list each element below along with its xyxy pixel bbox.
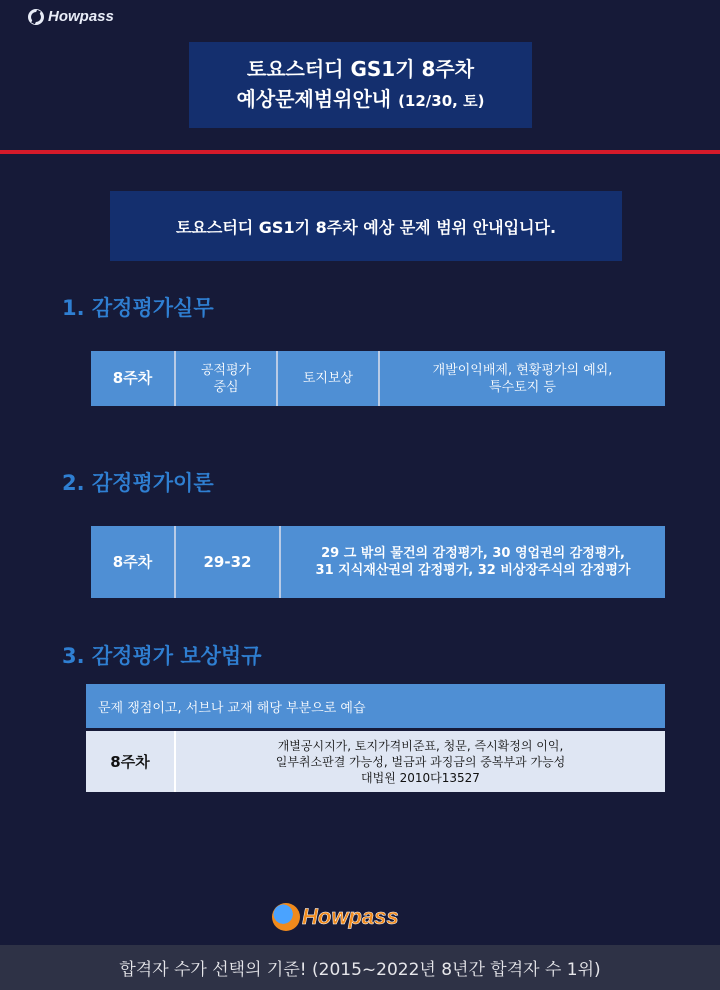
section-2-title: 2. 감정평가이론 — [62, 471, 214, 495]
title-banner — [189, 42, 532, 128]
section-2-table — [91, 526, 665, 598]
section-3-description — [176, 731, 665, 792]
section-1-table — [91, 351, 665, 406]
footer-banner: 합격자 수가 선택의 기준! (2015~2022년 8년간 합격자 수 1위) — [0, 945, 720, 990]
table-row — [91, 351, 665, 406]
section-3-row — [86, 731, 665, 792]
red-divider — [0, 150, 720, 154]
table-cell: 29-32 — [175, 526, 280, 598]
logo-text: Howpass — [302, 904, 399, 929]
week-cell: 8주차 — [91, 526, 175, 598]
table-cell: 공적평가 중심 — [175, 351, 277, 406]
logo-mark-icon — [272, 903, 300, 931]
table-cell: 개발이익배제, 현황평가의 예외, 특수토지 등 — [432, 362, 613, 395]
table-cell: 토지보상 — [277, 351, 379, 406]
description-line: 개별공시지가, 토지가격비준표, 청문, 즉시확정의 이익, — [277, 738, 564, 753]
table-row — [91, 526, 665, 598]
logo-text: Howpass — [48, 8, 114, 25]
title-date: (12/30, 토) — [398, 92, 485, 110]
description-line: 일부취소판결 가능성, 벌금과 과징금의 중복부과 가능성 — [275, 754, 566, 769]
howpass-logo-bottom — [272, 903, 399, 931]
week-cell: 8주차 — [91, 351, 175, 406]
week-cell: 8주차 — [86, 731, 176, 792]
title-line-2-main: 예상문제범위안내 — [236, 87, 392, 111]
title-line-1: 토요스터디 GS1기 8주차 — [246, 57, 475, 81]
section-3-header: 문제 쟁점이고, 서브나 교재 해당 부분으로 예습 — [86, 684, 665, 728]
description-line: 대법원 2010다13527 — [361, 770, 480, 785]
title-line-2 — [189, 84, 532, 116]
logo-mark-icon — [28, 9, 44, 25]
table-cell: 29 그 밖의 물건의 감정평가, 30 영업권의 감정평가, 31 지식재산권의 감정평가, 32 비상장주식의 감정평가 — [315, 546, 631, 578]
section-3-title: 3. 감정평가 보상법규 — [62, 644, 262, 668]
intro-banner: 토요스터디 GS1기 8주차 예상 문제 범위 안내입니다. — [110, 191, 622, 261]
section-1-title: 1. 감정평가실무 — [62, 296, 214, 320]
howpass-logo-top — [28, 8, 114, 25]
